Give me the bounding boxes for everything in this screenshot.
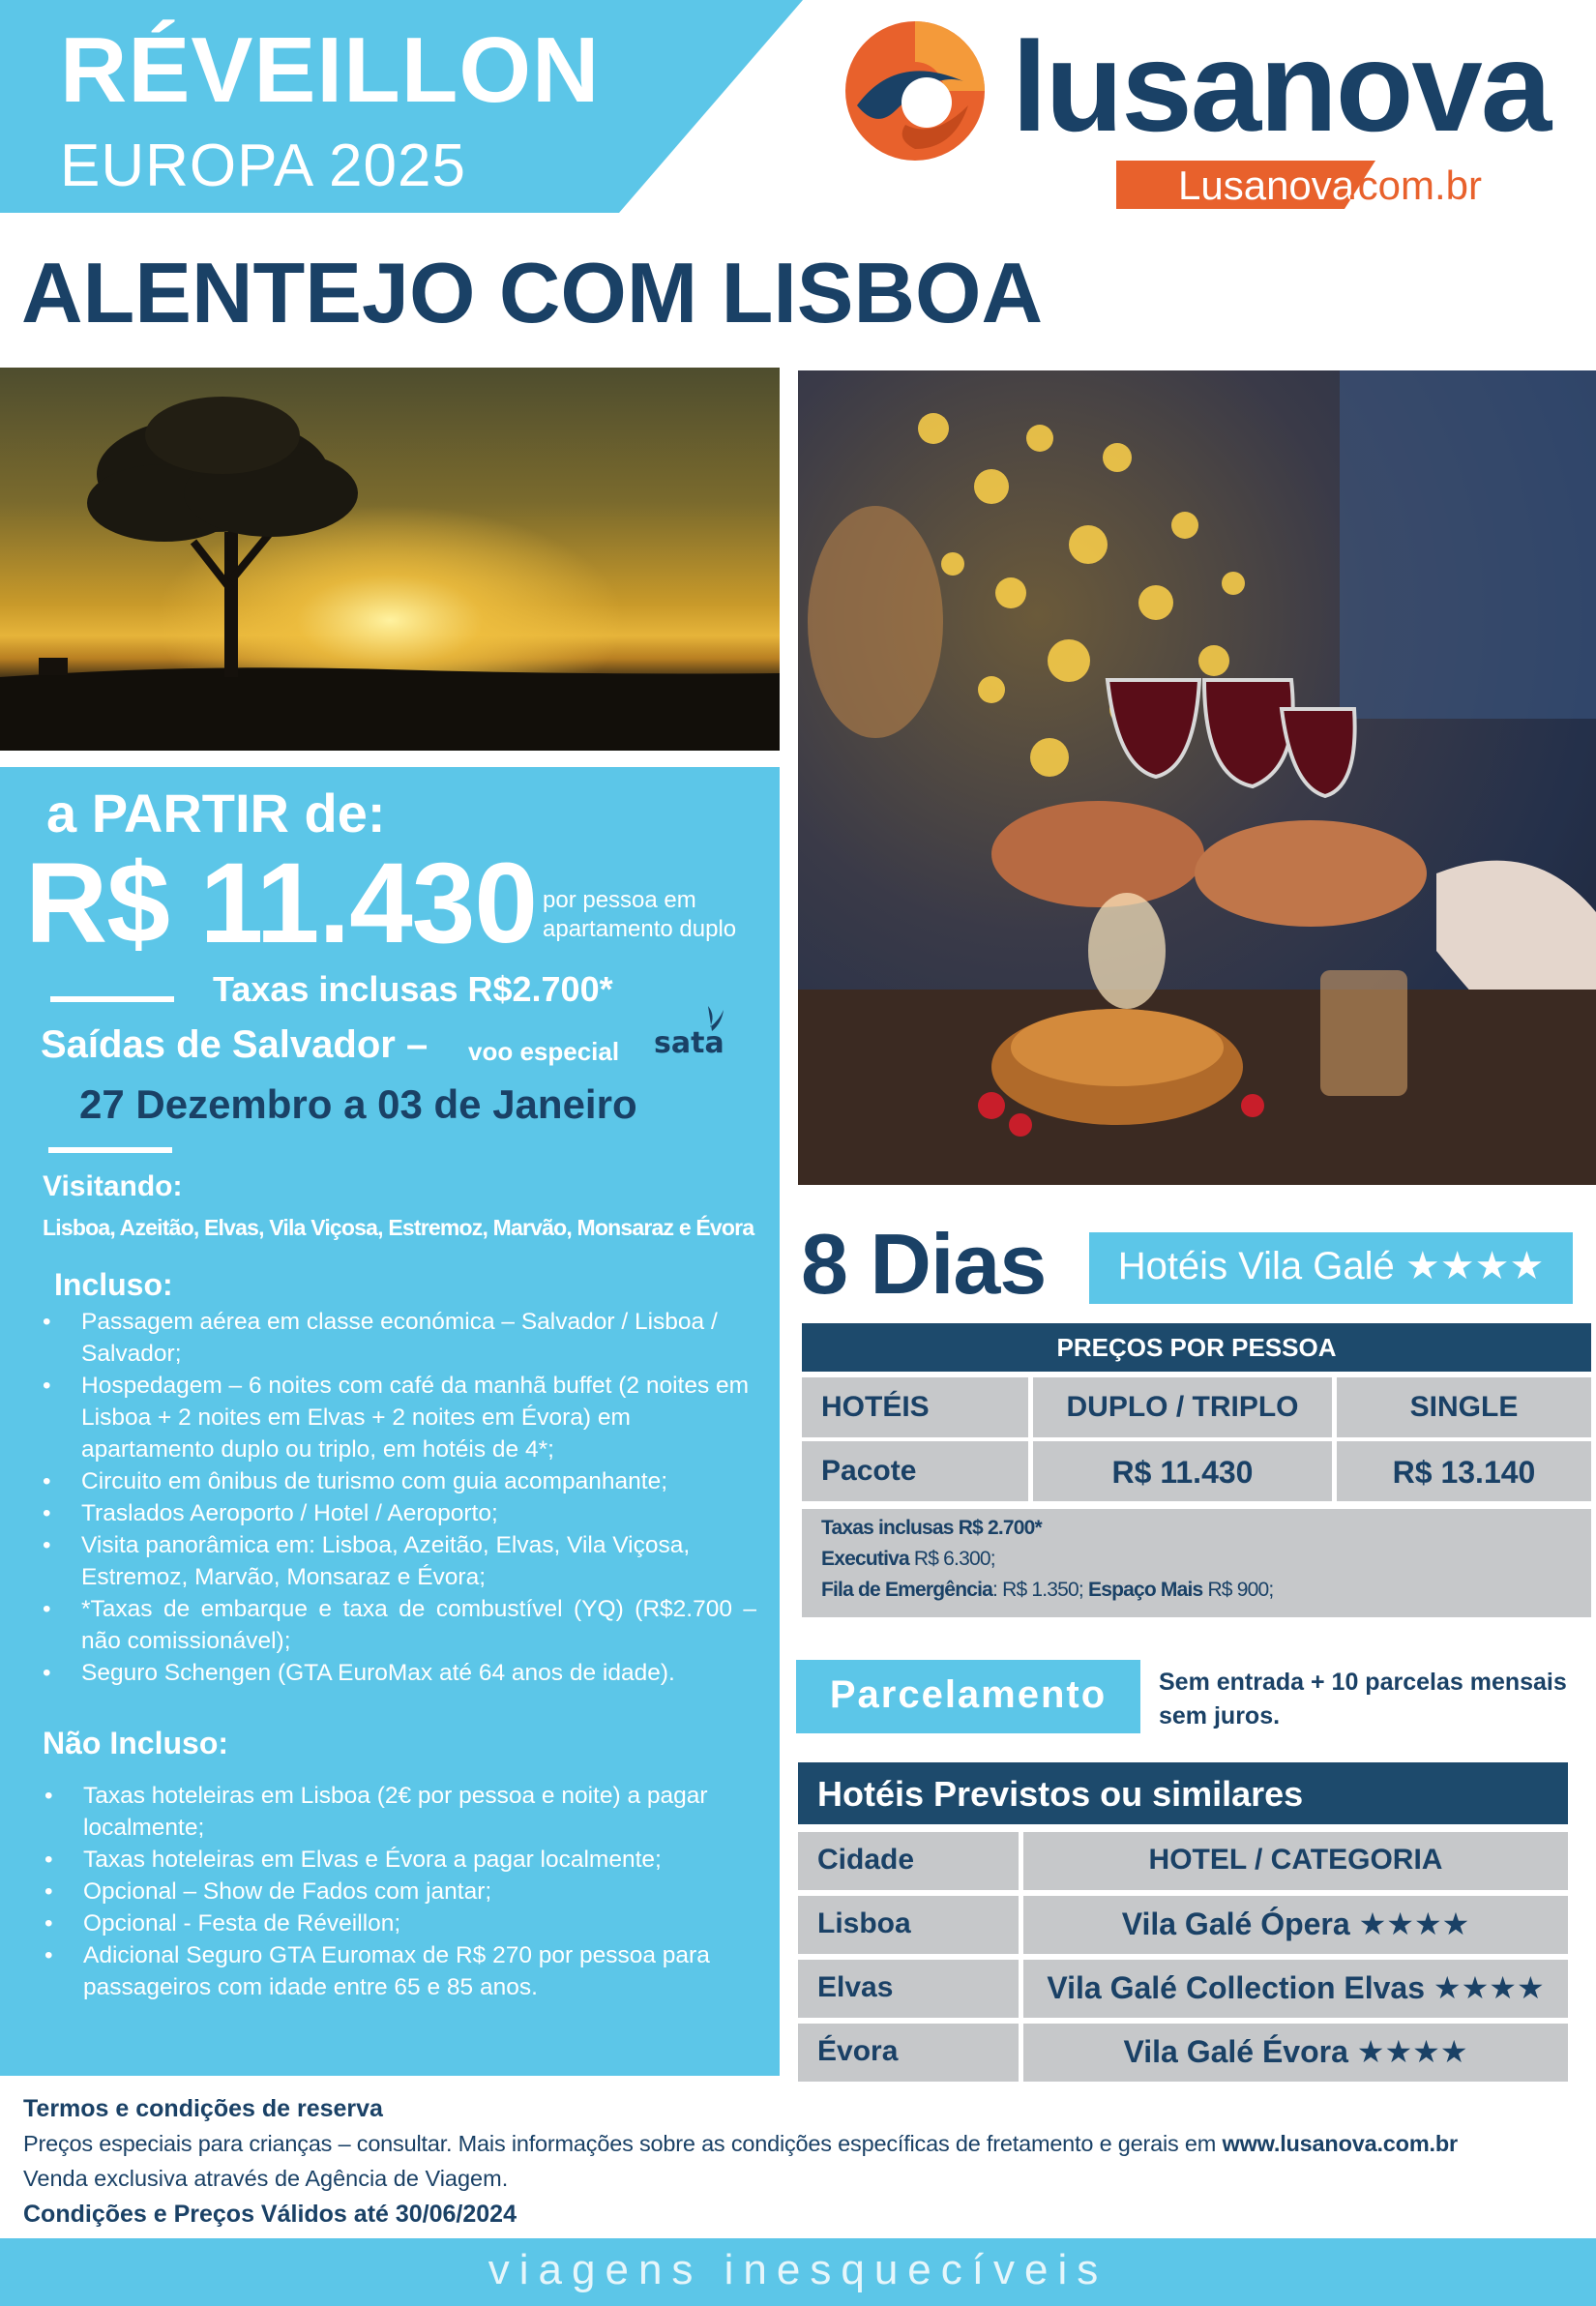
emergency-row-label: Fila de Emergência [821, 1579, 993, 1601]
headline-price: R$ 11.430 [25, 840, 538, 967]
divider [50, 996, 174, 1002]
not-included-list [43, 1780, 754, 2003]
not-included-heading: Não Incluso: [43, 1726, 229, 1760]
column-header-single: SINGLE [1409, 1391, 1519, 1423]
column-header-hotel: HOTEL / CATEGORIA [1148, 1844, 1443, 1876]
sata-airline-logo [652, 1002, 768, 1062]
column-header-double: DUPLO / TRIPLO [1066, 1391, 1299, 1423]
divider [48, 1147, 172, 1153]
website-link[interactable]: www.lusanova.com.br [1222, 2131, 1458, 2156]
departure-city: Saídas de Salvador – [41, 1023, 429, 1066]
footer-tagline: viagens inesquecíveis [488, 2246, 1108, 2293]
list-item: • Adicional Seguro GTA Euromax de R$ 270 por pessoa para passageiros com idade entre 65 e 85 anos. [43, 1939, 754, 2003]
column-header-city: Cidade [817, 1844, 915, 1876]
installments-label: Parcelamento [829, 1673, 1108, 1716]
hotel-cell: Vila Galé Collection Elvas ★★★★ [1047, 1970, 1545, 2005]
lusanova-logo-icon [838, 14, 992, 168]
executive-value: R$ 6.300; [908, 1548, 995, 1570]
emergency-row-value: : R$ 1.350; [992, 1579, 1088, 1601]
column-header-hotels: HOTÉIS [821, 1391, 930, 1423]
url-brand[interactable]: Lusanova [1178, 163, 1355, 208]
visiting-places: Lisboa, Azeitão, Elvas, Vila Viçosa, Estremoz, Marvão, Monsaraz e Évora [43, 1215, 754, 1240]
price-table-title: PREÇOS POR PESSOA [1056, 1333, 1337, 1362]
visiting-heading: Visitando: [43, 1170, 183, 1202]
from-label: a PARTIR de: [46, 783, 386, 843]
list-item: • Hospedagem – 6 noites com café da manhã buffet (2 noites em Lisboa + 2 noites em Elvas + 2 noites em Évora) em apartamento duplo ou triplo, em hotéis de 4*; [39, 1370, 756, 1465]
list-item: • Circuito em ônibus de turismo com guia acompanhante; [39, 1465, 756, 1497]
executive-label: Executiva [821, 1548, 909, 1570]
list-item: • Taxas hoteleiras em Elvas e Évora a pagar localmente; [43, 1844, 754, 1876]
extra-space-value: R$ 900; [1202, 1579, 1274, 1601]
price-note: por pessoa em apartamento duplo [543, 887, 737, 942]
installments-note: Sem entrada + 10 parcelas mensais sem juros. [1159, 1669, 1567, 1730]
list-item: • *Taxas de embarque e taxa de combustível (YQ) (R$2.700 – não comissionável); [39, 1593, 756, 1657]
terms-text-body: Preços especiais para crianças – consultar. Mais informações sobre as condições específicas de fretamento e gerais em [23, 2131, 1223, 2156]
hotels-badge-label: Hotéis Vila Galé ★★★★ [1117, 1245, 1545, 1287]
flight-type: voo especial [468, 1037, 620, 1066]
header-subtitle: EUROPA 2025 [60, 133, 466, 199]
airline-name: sata [654, 1026, 724, 1060]
city-cell: Lisboa [817, 1907, 911, 1939]
url-domain[interactable]: .com.br [1346, 163, 1483, 208]
page-title: ALENTEJO COM LISBOA [21, 245, 1044, 340]
extra-space-label: Espaço Mais [1087, 1579, 1203, 1601]
terms-validity: Condições e Preços Válidos até 30/06/2024 [23, 2201, 517, 2228]
list-item: • Opcional – Show de Fados com jantar; [43, 1876, 754, 1907]
hotel-cell: Vila Galé Ópera ★★★★ [1121, 1907, 1470, 1941]
taxes-included: Taxas inclusas R$2.700* [213, 969, 613, 1009]
list-item: • Seguro Schengen (GTA EuroMax até 64 anos de idade). [39, 1657, 756, 1689]
extras-line [821, 1579, 1273, 1602]
price-single: R$ 13.140 [1392, 1455, 1536, 1490]
list-item: • Opcional - Festa de Réveillon; [43, 1907, 754, 1939]
executive-line [821, 1548, 995, 1571]
list-item: • Passagem aérea em classe económica – Salvador / Lisboa / Salvador; [39, 1306, 756, 1370]
included-heading: Incluso: [54, 1267, 173, 1302]
terms-agency: Venda exclusiva através de Agência de Viagem. [23, 2166, 509, 2191]
terms-heading: Termos e condições de reserva [23, 2095, 383, 2122]
hotel-cell: Vila Galé Évora ★★★★ [1123, 2034, 1468, 2069]
toast-celebration-photo [798, 370, 1596, 1185]
brand-wordmark: lusanova [1012, 15, 1551, 158]
taxes-line: Taxas inclusas R$ 2.700* [821, 1517, 1042, 1539]
list-item: • Visita panorâmica em: Lisboa, Azeitão, Elvas, Vila Viçosa, Estremoz, Marvão, Monsaraz e Évora; [39, 1529, 756, 1593]
price-double: R$ 11.430 [1111, 1455, 1254, 1490]
hotels-planned-title: Hotéis Previstos ou similares [817, 1774, 1304, 1814]
terms-text [23, 2131, 1458, 2157]
travel-dates: 27 Dezembro a 03 de Janeiro [79, 1081, 637, 1127]
city-cell: Elvas [817, 1971, 894, 2003]
list-item: • Traslados Aeroporto / Hotel / Aeroporto; [39, 1497, 756, 1529]
header-title: RÉVEILLON [60, 18, 601, 122]
sunset-tree-photo [0, 368, 780, 751]
trip-duration: 8 Dias [801, 1216, 1047, 1312]
included-list [39, 1306, 756, 1689]
list-item: • Taxas hoteleiras em Lisboa (2€ por pessoa e noite) a pagar localmente; [43, 1780, 754, 1844]
row-label-package: Pacote [821, 1455, 917, 1487]
city-cell: Évora [817, 2035, 899, 2067]
